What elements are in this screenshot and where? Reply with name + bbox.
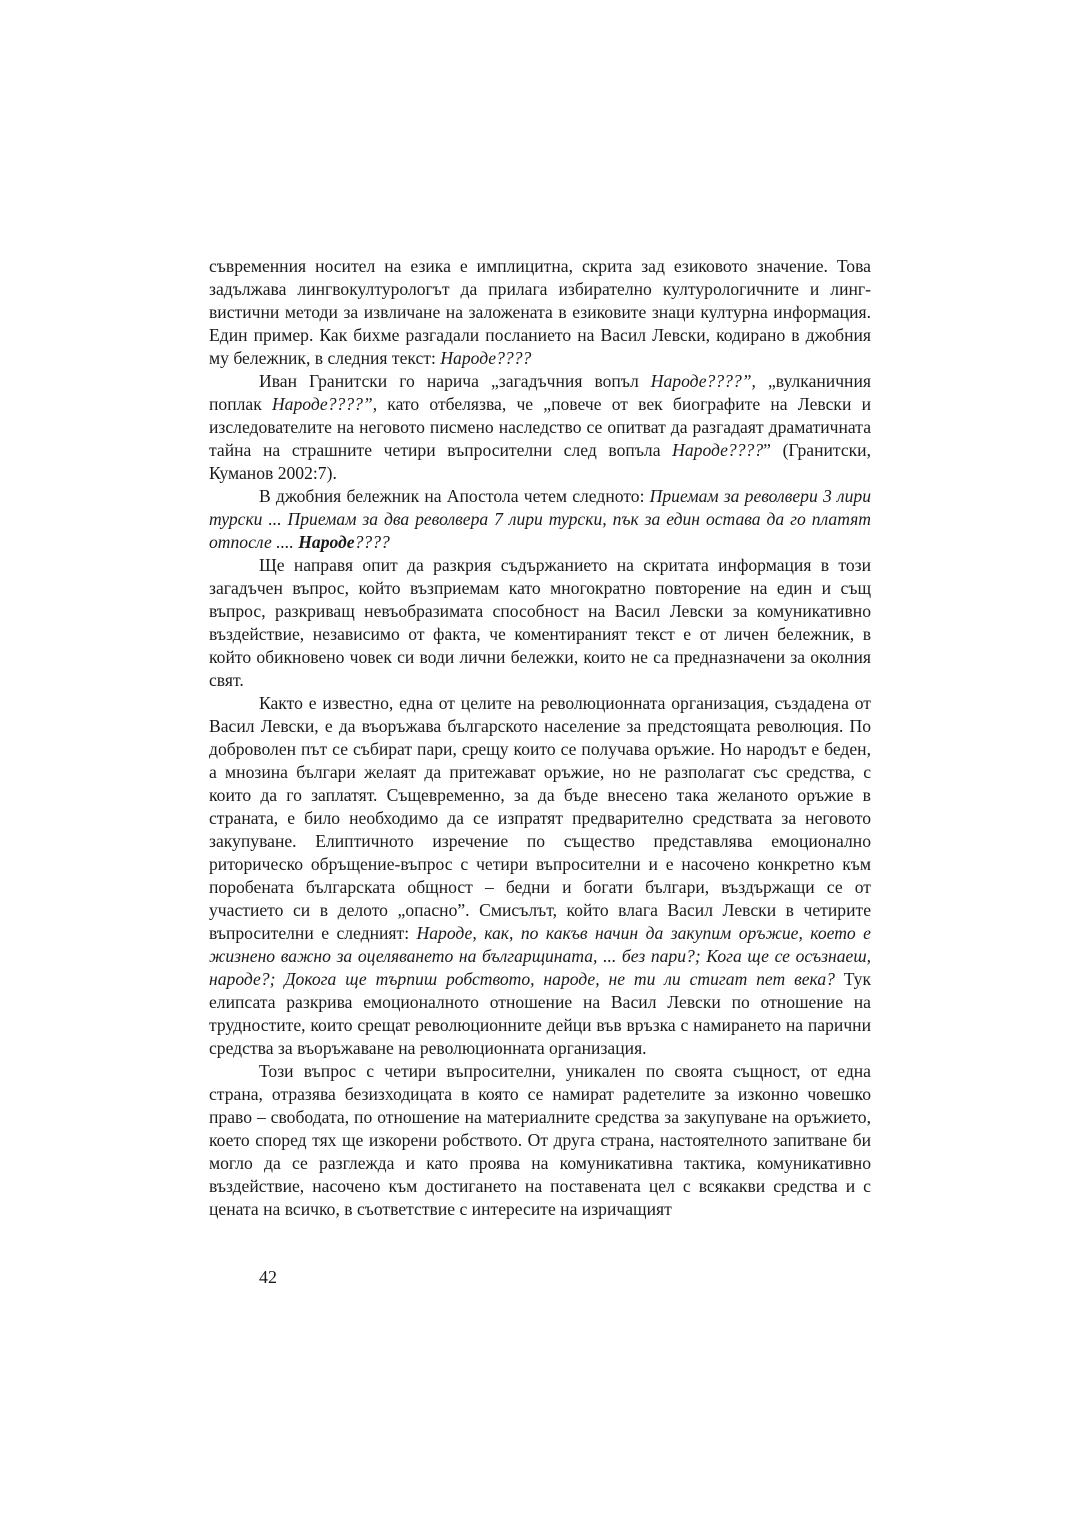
- text-run-italic: Народе????: [440, 348, 532, 368]
- text-run: , като отбелязва, че „повече от век биографите на Левски и изследователите на неговото писмено наследство се опитват да разгадаят драматичната тайна на страшните четири въпросителни след вопъла: [209, 394, 871, 460]
- text-run-italic: Народе????”,: [650, 371, 756, 391]
- paragraph-3: [209, 485, 871, 554]
- text-run: ” (Гранитски, Куманов 2002:7).: [209, 440, 872, 483]
- paragraph-5: [209, 692, 871, 1060]
- paragraph-6: [209, 1060, 871, 1221]
- text-run: съвременния носител на езика е имплицитна, скрита зад езиковото значение. Това задължава лингвокултурологът да прилага избирателно културологичните и лингвистични методи за извличане на заложената в езиковите знаци културна информация. Един пример. Как бихме разгадали посланието на Васил Левски, кодирано в джобния му бележник, в следния текст:: [209, 256, 871, 368]
- text-run-italic: Народе, как, по какъв начин да закупим оръжие, което е жизнено важно за оцеляването на българщината, ... без пари?; Кога ще се осъзнаеш, народе?; Докога ще търпиш робството, народе, не ти ли стигат пет века?: [209, 923, 871, 989]
- text-run: В джобния бележник на Апостола четем следното:: [259, 486, 650, 506]
- text-run-italic: ????: [354, 532, 390, 552]
- text-run-italic: Народе????”: [271, 394, 373, 414]
- paragraph-2: [209, 370, 871, 485]
- text-run: Ще направя опит да разкрия съдържанието на скритата информация в този загадъчен въпрос, който възприемам като многократно повторение на един и същ въпрос, разкриващ невъобразимата способност на Васил Левски за комуникативно въздействие, независимо от факта, че коментираният текст е от личен бележник, в който обикновено човек си води лични бележки, които не са предназначени за околния свят.: [209, 555, 871, 690]
- text-run: Тук елипсата разкрива емоционалното отношение на Васил Левски по отношение на трудностите, които срещат революционните дейци във връзка с намирането на парични средства за въоръжаване на революционната организация.: [209, 969, 872, 1058]
- text-run-italic: Приемам за револвери 3 лири турски ... Приемам за два револвера 7 лири турски, пък за един остава да го платят отпосле ....: [209, 486, 871, 552]
- text-run-bold-italic: Народе: [298, 532, 355, 552]
- text-run: Този въпрос с четири въпросителни, уникален по своята същност, от една страна, отразява безизходицата в която се намират радетелите за изконно човешко право – свободата, по отношение на материалните средства за закупуване на оръжието, което според тях ще изкорени робството. От друга страна, настоятелното запитване би могло да се разглежда и като проява на комуникативна тактика, комуникативно въздействие, насочено към достигането на поставената цел с всякакви средства и с цената на всичко, в съответствие с интересите на изричащият: [209, 1061, 871, 1219]
- text-run: „вулканичния поплак: [209, 371, 871, 414]
- text-run: Иван Гранитски го нарича „загадъчния вопъл: [259, 371, 651, 391]
- body-text: [209, 255, 871, 1221]
- paragraph-1: [209, 255, 871, 370]
- text-run-italic: Народе????: [672, 440, 764, 460]
- text-run: Както е известно, една от целите на революционната организация, създадена от Васил Левски, е да въоръжава българското население за предстоящата революция. По доброволен път се събират пари, срещу които се получава оръжие. Но народът е беден, а мнозина българи желаят да притежават оръжие, но не разполагат със средства, с които да го заплатят. Същевременно, за да бъде внесено така желаното оръжие в страната, е било необходимо да се изпратят предварително средствата за неговото закупуване. Елиптичното изречение по същество представлява емоционално риторическо обръщение-въпрос с четири въпросителни и е насочено конкретно към поробената българската общност – бедни и богати българи, въздържащи се от участието си в делото „опасно”. Смисълът, който влага Васил Левски в четирите въпросителни е следният:: [209, 693, 871, 943]
- page-number: 42: [259, 1267, 277, 1287]
- paragraph-4: [209, 554, 871, 692]
